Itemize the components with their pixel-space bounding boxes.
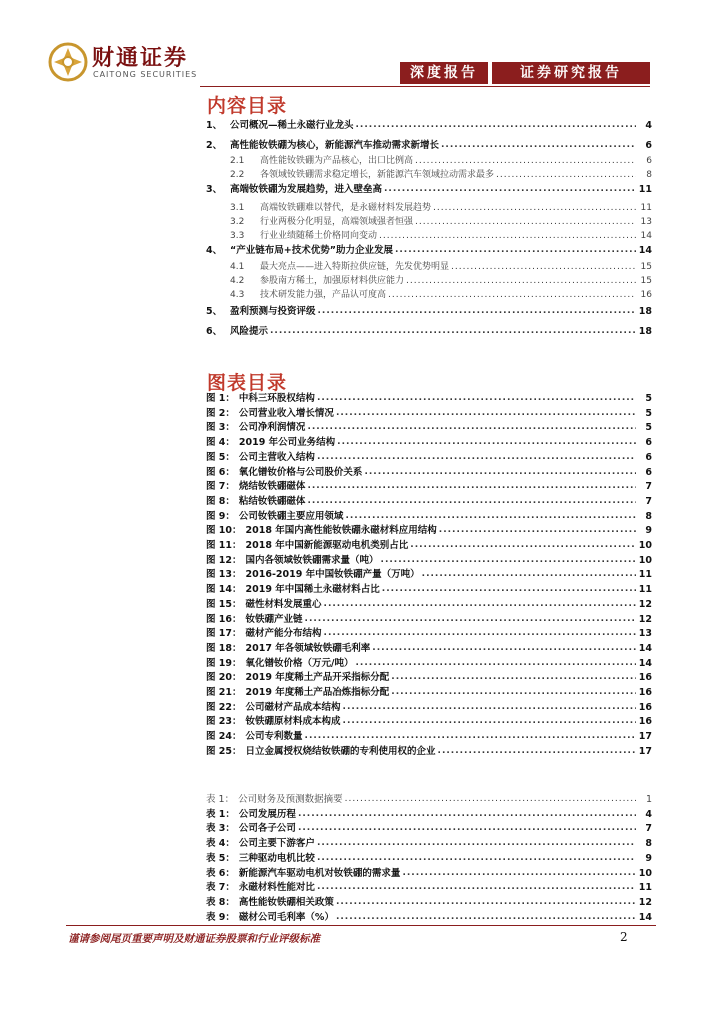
leader-dots — [324, 627, 636, 640]
entry-title: 高性能钕铁硼为核心，新能源汽车推动需求新增长 — [230, 140, 440, 151]
leader-dots — [382, 583, 636, 596]
entry-title: 公司发展历程 — [238, 808, 296, 820]
leader-dots — [381, 554, 636, 567]
entry-number: 4.2 — [230, 276, 245, 286]
figure-entry[interactable] — [206, 392, 652, 405]
entry-page: 14 — [638, 657, 652, 669]
entry-page: 5 — [645, 393, 652, 404]
leader-dots — [298, 808, 636, 821]
contents-entry[interactable] — [206, 155, 652, 168]
leader-dots — [307, 480, 636, 493]
leader-dots — [317, 392, 636, 405]
leader-dots — [438, 745, 636, 758]
entry-title: 风险提示 — [230, 326, 269, 337]
figure-entry[interactable] — [206, 730, 652, 743]
contents-title: 内容目录 — [207, 95, 288, 117]
entry-number: 3、 — [206, 184, 223, 195]
entry-page: 16 — [638, 687, 652, 698]
entry-page: 13 — [638, 628, 652, 640]
entry-title: 公司钕铁硼主要应用领域 — [238, 510, 344, 522]
entry-number: 图 11： — [206, 540, 242, 551]
figure-entry[interactable] — [206, 642, 652, 655]
table-entry[interactable] — [206, 911, 652, 924]
entry-title: 公司主要下游客户 — [238, 838, 315, 850]
leader-dots — [317, 837, 636, 850]
entry-page: 11 — [638, 184, 652, 195]
entry-number: 图 13： — [206, 569, 242, 581]
figure-entry[interactable] — [206, 539, 652, 552]
entry-title: 2017 年各领域钕铁硼毛利率 — [245, 642, 371, 654]
entry-page: 5 — [645, 407, 652, 419]
figure-entry[interactable] — [206, 495, 652, 508]
contents-entry[interactable] — [206, 275, 652, 288]
entry-page: 11 — [638, 584, 652, 596]
entry-page: 1 — [645, 794, 652, 805]
entry-number: 图 5： — [206, 451, 235, 463]
entry-page: 12 — [638, 598, 652, 610]
entry-number: 图 3： — [206, 422, 235, 434]
entry-title: 钕铁硼产业链 — [245, 613, 303, 625]
contents-entry[interactable] — [206, 119, 652, 132]
entry-number: 3.1 — [230, 203, 245, 213]
entry-title: 行业两极分化明显，高端领域强者恒强 — [260, 217, 414, 227]
figure-entry[interactable] — [206, 613, 652, 626]
leader-dots — [270, 325, 636, 338]
leader-dots — [318, 305, 636, 318]
entry-title: 公司各子公司 — [238, 823, 296, 835]
leader-dots — [451, 261, 636, 274]
entry-title: 钕铁硼原材料成本构成 — [245, 716, 341, 728]
entry-number: 图 10： — [206, 525, 242, 537]
entry-number: 2.1 — [230, 156, 245, 166]
figures-title: 图表目录 — [207, 372, 288, 394]
contents-entry[interactable] — [206, 216, 652, 229]
leader-dots — [343, 701, 636, 714]
table-entry[interactable] — [206, 852, 652, 865]
entry-number: 表 4： — [206, 838, 235, 850]
figure-entry[interactable] — [206, 657, 652, 670]
entry-title: 最大亮点——进入特斯拉供应链，先发优势明显 — [260, 262, 450, 272]
entry-number: 5、 — [206, 306, 223, 317]
contents-entry[interactable] — [206, 202, 652, 215]
entry-title: 磁材产能分布结构 — [245, 628, 322, 640]
leader-dots — [402, 867, 636, 880]
contents-entry[interactable] — [206, 289, 652, 302]
entry-title: 公司营业收入增长情况 — [238, 407, 334, 419]
entry-title: 2019 年公司业务结构 — [238, 437, 336, 449]
entry-number: 4、 — [206, 245, 223, 256]
entry-title: 粘结钕铁硼磁体 — [238, 495, 306, 507]
figure-entry[interactable] — [206, 568, 652, 581]
leader-dots — [415, 216, 636, 229]
entry-page: 14 — [638, 245, 652, 256]
figure-entry[interactable] — [206, 466, 652, 479]
leader-dots — [406, 275, 636, 288]
entry-page: 6 — [645, 451, 652, 463]
entry-title: 行业业绩随稀土价格同向变动 — [260, 231, 378, 241]
entry-number: 6、 — [206, 326, 223, 337]
entry-title: 中科三环股权结构 — [238, 393, 315, 404]
figure-entry[interactable] — [206, 480, 652, 493]
entry-page: 11 — [638, 882, 652, 894]
entry-number: 图 2： — [206, 407, 235, 419]
entry-number: 图 15： — [206, 598, 242, 610]
entry-page: 8 — [645, 510, 652, 522]
entry-number: 1、 — [206, 120, 223, 131]
entry-title: 盈利预测与投资评级 — [230, 306, 316, 317]
entry-number: 表 3： — [206, 823, 235, 835]
entry-title: 公司财务及预测数据摘要 — [238, 794, 343, 805]
leader-dots — [364, 466, 636, 479]
figure-entry[interactable] — [206, 598, 652, 611]
contents-entry[interactable] — [206, 261, 652, 274]
entry-page: 5 — [645, 422, 652, 434]
leader-dots — [336, 911, 636, 924]
leader-dots — [317, 451, 636, 464]
entry-number: 图 4： — [206, 437, 235, 449]
leader-dots — [433, 202, 636, 215]
entry-number: 图 20： — [206, 672, 242, 684]
entry-number: 2、 — [206, 140, 223, 151]
entry-title: 高性能钕铁硼为产品核心，出口比例高 — [260, 156, 414, 166]
entry-number: 图 18： — [206, 642, 242, 654]
leader-dots — [439, 524, 636, 537]
entry-title: 新能源汽车驱动电机对钕铁硼的需求量 — [238, 867, 401, 879]
report-type-tag: 深度报告 — [400, 62, 488, 84]
table-entry[interactable] — [206, 896, 652, 909]
table-entry[interactable] — [206, 881, 652, 894]
report-kind-tag: 证券研究报告 — [492, 62, 650, 84]
leader-dots — [391, 671, 636, 684]
contents-entry[interactable] — [206, 183, 652, 196]
entry-page: 16 — [638, 716, 652, 728]
entry-title: 三种驱动电机比较 — [238, 852, 315, 864]
figure-entry[interactable] — [206, 436, 652, 449]
entry-page: 11 — [640, 203, 652, 213]
entry-title: 氧化镨钕价格（万元/吨） — [245, 657, 354, 669]
entry-page: 16 — [638, 701, 652, 713]
entry-number: 图 25： — [206, 745, 242, 757]
leader-dots — [307, 421, 636, 434]
entry-page: 17 — [638, 745, 652, 757]
entry-page: 12 — [638, 896, 652, 908]
leader-dots — [356, 657, 636, 670]
contents-entry[interactable] — [206, 305, 652, 318]
entry-page: 18 — [638, 326, 652, 337]
entry-title: 高端钕铁硼为发展趋势，进入壁垒高 — [230, 184, 383, 195]
company-logo — [48, 42, 288, 84]
entry-title: 烧结钕铁硼磁体 — [238, 481, 306, 493]
figure-entry[interactable] — [206, 451, 652, 464]
figure-entry[interactable] — [206, 686, 652, 699]
figure-entry[interactable] — [206, 701, 652, 714]
entry-page: 14 — [638, 911, 652, 923]
leader-dots — [395, 244, 636, 257]
entry-title: 日立金属授权烧结钕铁硼的专利使用权的企业 — [245, 745, 436, 757]
leader-dots — [336, 896, 636, 909]
contents-entry[interactable] — [206, 244, 652, 257]
entry-number: 图 1： — [206, 393, 235, 404]
entry-title: 各领域钕铁硼需求稳定增长，新能源汽车领域拉动需求最多 — [260, 170, 495, 180]
entry-title: 公司专利数量 — [245, 731, 303, 743]
leader-dots — [356, 119, 636, 132]
leader-dots — [336, 407, 636, 420]
logo-emblem-icon — [48, 42, 88, 82]
entry-title: 公司净利润情况 — [238, 422, 306, 434]
leader-dots — [422, 568, 636, 581]
entry-page: 4 — [645, 120, 652, 131]
leader-dots — [345, 793, 636, 806]
entry-title: 公司磁材产品成本结构 — [245, 701, 341, 713]
entry-number: 表 6： — [206, 867, 235, 879]
leader-dots — [317, 852, 636, 865]
table-entry[interactable] — [206, 822, 652, 835]
contents-entry[interactable] — [206, 230, 652, 243]
leader-dots — [305, 613, 636, 626]
figure-entry[interactable] — [206, 671, 652, 684]
entry-number: 图 17： — [206, 628, 242, 640]
leader-dots — [372, 642, 636, 655]
entry-page: 6 — [646, 156, 652, 166]
entry-title: 高性能钕铁硼相关政策 — [238, 896, 334, 908]
table-entry[interactable] — [206, 837, 652, 850]
entry-number: 图 21： — [206, 687, 242, 698]
figure-entry[interactable] — [206, 421, 652, 434]
entry-page: 12 — [638, 613, 652, 625]
leader-dots — [324, 598, 636, 611]
entry-page: 10 — [638, 554, 652, 566]
entry-page: 18 — [638, 306, 652, 317]
entry-title: 公司主营收入结构 — [238, 451, 315, 463]
entry-title: 2018 年中国新能源驱动电机类别占比 — [245, 540, 409, 551]
entry-title: 2019 年度稀土产品开采指标分配 — [245, 672, 390, 684]
entry-page: 17 — [638, 731, 652, 743]
entry-title: 磁性材料发展重心 — [245, 598, 322, 610]
leader-dots — [410, 539, 636, 552]
entry-page: 8 — [645, 838, 652, 850]
entry-title: 参股南方稀土，加强原材料供应能力 — [260, 276, 405, 286]
entry-title: 永磁材料性能对比 — [238, 882, 315, 894]
entry-number: 表 1： — [206, 808, 235, 820]
table-entry[interactable] — [206, 808, 652, 821]
entry-number: 图 22： — [206, 701, 242, 713]
entry-page: 7 — [645, 481, 652, 493]
entry-title: 2018 年国内高性能钕铁硼永磁材料应用结构 — [245, 525, 437, 537]
entry-page: 6 — [645, 466, 652, 478]
figure-entry[interactable] — [206, 524, 652, 537]
contents-entry[interactable] — [206, 325, 652, 338]
leader-dots — [391, 686, 636, 699]
leader-dots — [496, 169, 636, 182]
footer-disclaimer: 谨请参阅尾页重要声明及财通证券股票和行业评级标准 — [68, 933, 320, 945]
leader-dots — [379, 230, 636, 243]
entry-number: 图 24： — [206, 731, 242, 743]
entry-title: 国内各领域钕铁硼需求量（吨） — [245, 554, 379, 566]
leader-dots — [305, 730, 636, 743]
entry-title: 2019 年度稀土产品冶炼指标分配 — [245, 687, 390, 698]
leader-dots — [298, 822, 636, 835]
entry-number: 3.3 — [230, 231, 245, 241]
figure-entry[interactable] — [206, 510, 652, 523]
logo-english-name: CAITONG SECURITIES — [93, 70, 198, 79]
entry-title: 磁材公司毛利率（%） — [238, 911, 334, 923]
leader-dots — [307, 495, 636, 508]
entry-page: 9 — [645, 525, 652, 537]
contents-entry[interactable] — [206, 139, 652, 152]
entry-number: 2.2 — [230, 170, 245, 180]
header-divider — [200, 86, 650, 87]
leader-dots — [345, 510, 636, 523]
contents-entry[interactable] — [206, 169, 652, 182]
leader-dots — [317, 881, 636, 894]
entry-page: 14 — [640, 231, 652, 241]
entry-page: 6 — [645, 140, 652, 151]
logo-chinese-name: 财通证券 — [92, 45, 189, 71]
entry-number: 图 7： — [206, 481, 235, 493]
entry-number: 表 9： — [206, 911, 235, 923]
entry-number: 图 14： — [206, 584, 242, 596]
entry-page: 16 — [638, 672, 652, 684]
entry-number: 图 19： — [206, 657, 242, 669]
entry-number: 4.1 — [230, 262, 245, 272]
leader-dots — [384, 183, 636, 196]
entry-page: 13 — [640, 217, 652, 227]
entry-number: 图 16： — [206, 613, 242, 625]
entry-number: 图 9： — [206, 510, 235, 522]
entry-page: 15 — [640, 262, 652, 272]
entry-number: 4.3 — [230, 290, 245, 300]
entry-page: 7 — [645, 495, 652, 507]
leader-dots — [441, 139, 636, 152]
entry-page: 6 — [645, 437, 652, 449]
entry-title: 技术研发能力强，产品认可度高 — [260, 290, 387, 300]
figure-entry[interactable] — [206, 407, 652, 420]
entry-page: 8 — [646, 170, 652, 180]
entry-page: 10 — [638, 867, 652, 879]
entry-page: 10 — [638, 540, 652, 551]
figure-entry[interactable] — [206, 745, 652, 758]
entry-number: 图 6： — [206, 466, 235, 478]
entry-page: 9 — [645, 852, 652, 864]
entry-title: “产业链布局+技术优势”助力企业发展 — [230, 245, 393, 256]
entry-page: 4 — [645, 808, 652, 820]
entry-title: 2016-2019 年中国钕铁硼产量（万吨） — [245, 569, 420, 581]
entry-number: 表 8： — [206, 896, 235, 908]
entry-page: 14 — [638, 642, 652, 654]
entry-number: 表 1： — [206, 794, 235, 805]
entry-number: 图 8： — [206, 495, 235, 507]
entry-page: 16 — [640, 290, 652, 300]
entry-number: 表 5： — [206, 852, 235, 864]
figure-entry[interactable] — [206, 627, 652, 640]
figure-entry[interactable] — [206, 554, 652, 567]
entry-page: 7 — [645, 823, 652, 835]
entry-page: 11 — [638, 569, 652, 581]
entry-title: 氧化镨钕价格与公司股价关系 — [238, 466, 363, 478]
page-number: 2 — [620, 930, 628, 944]
leader-dots — [337, 436, 636, 449]
leader-dots — [415, 155, 636, 168]
entry-title: 公司概况—稀土永磁行业龙头 — [230, 120, 354, 131]
entry-number: 表 7： — [206, 882, 235, 894]
leader-dots — [343, 715, 636, 728]
entry-number: 3.2 — [230, 217, 245, 227]
figure-entry[interactable] — [206, 715, 652, 728]
table-entry[interactable] — [206, 793, 652, 806]
entry-title: 2019 年中国稀土永磁材料占比 — [245, 584, 380, 596]
footer-divider — [66, 925, 656, 926]
entry-number: 图 12： — [206, 554, 242, 566]
leader-dots — [388, 289, 636, 302]
table-entry[interactable] — [206, 867, 652, 880]
figure-entry[interactable] — [206, 583, 652, 596]
entry-title: 高端钕铁硼难以替代，是永磁材料发展趋势 — [260, 203, 432, 213]
entry-number: 图 23： — [206, 716, 242, 728]
entry-page: 15 — [640, 276, 652, 286]
